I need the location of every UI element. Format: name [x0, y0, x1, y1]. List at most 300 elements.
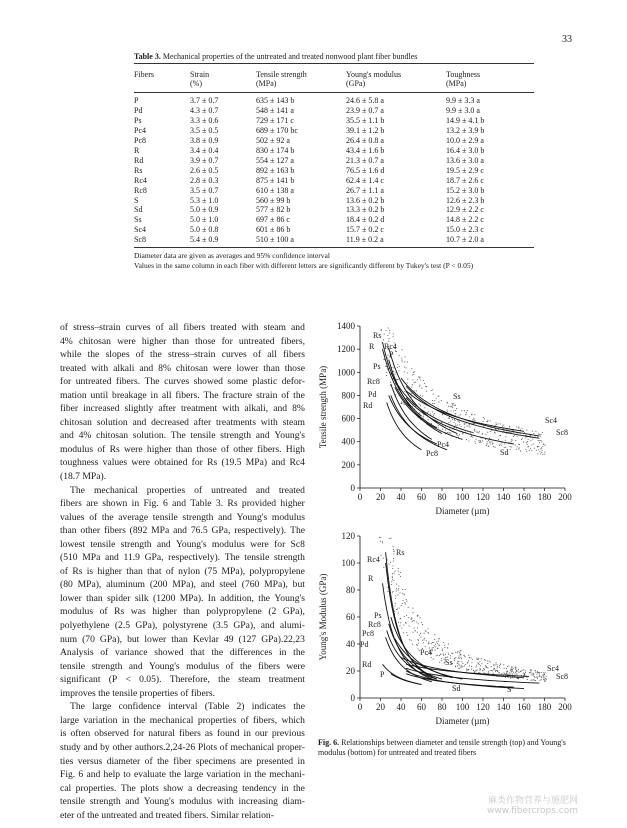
scatter-point	[457, 424, 458, 425]
table-cell: 15.7 ± 0.2 c	[346, 225, 384, 235]
scatter-point	[392, 568, 393, 569]
scatter-point	[400, 572, 401, 573]
scatter-point	[411, 619, 412, 620]
scatter-point	[439, 655, 440, 656]
scatter-point	[454, 427, 455, 428]
scatter-point	[456, 434, 457, 435]
scatter-point	[434, 403, 435, 404]
x-tick-label: 80	[437, 492, 447, 502]
scatter-point	[487, 660, 488, 661]
scatter-point	[428, 419, 429, 420]
scatter-point	[390, 538, 391, 539]
table-caption	[134, 52, 534, 61]
scatter-point	[470, 657, 471, 658]
scatter-point	[419, 385, 420, 386]
table-cell: 3.4 ± 0.4	[190, 145, 219, 155]
scatter-point	[394, 573, 395, 574]
scatter-point	[535, 431, 536, 432]
scatter-point	[434, 413, 435, 414]
scatter-point	[473, 670, 474, 671]
page-number: 33	[562, 34, 572, 45]
body-line: tensile strength and Young's modulus of the fibers were	[60, 660, 305, 672]
scatter-point	[533, 433, 534, 434]
table-cell: 13.3 ± 0.2 b	[346, 205, 385, 215]
scatter-point	[415, 630, 416, 631]
table-cell: 875 ± 141 b	[256, 175, 295, 185]
scatter-point	[490, 431, 491, 432]
scatter-point	[402, 600, 403, 601]
scatter-point	[522, 438, 523, 439]
scatter-point	[538, 433, 539, 434]
scatter-point	[461, 410, 462, 411]
table-cell: 5.3 ± 1.0	[190, 195, 219, 205]
scatter-point	[418, 404, 419, 405]
table-cell: 5.0 ± 1.0	[190, 215, 219, 225]
scatter-point	[468, 425, 469, 426]
scatter-point	[436, 641, 437, 642]
body-line: for untreated fibers. The curves showed some plastic defor-	[60, 376, 305, 388]
scatter-point	[486, 421, 487, 422]
scatter-point	[488, 671, 489, 672]
scatter-point	[468, 655, 469, 656]
table-cell: 9.9 ± 3.0 a	[446, 105, 480, 115]
curve-label: Rc4	[367, 555, 380, 564]
scatter-point	[423, 416, 424, 417]
scatter-point	[515, 440, 516, 441]
table-cell: 577 ± 82 b	[256, 205, 291, 215]
scatter-point	[459, 434, 460, 435]
scatter-point	[537, 671, 538, 672]
scatter-point	[519, 447, 520, 448]
scatter-point	[455, 666, 456, 667]
scatter-point	[395, 603, 396, 604]
scatter-point	[521, 439, 522, 440]
table-header-modulus: Young's modulus (GPa)	[346, 70, 402, 88]
scatter-point	[432, 403, 433, 404]
table-cell: 892 ± 163 b	[256, 165, 295, 175]
scatter-point	[517, 678, 518, 679]
scatter-point	[450, 655, 451, 656]
curve-label: Rs	[373, 331, 382, 340]
scatter-point	[426, 640, 427, 641]
scatter-point	[392, 576, 393, 577]
table-cell: 26.4 ± 0.8 a	[346, 135, 384, 145]
scatter-point	[426, 391, 427, 392]
scatter-point	[498, 672, 499, 673]
scatter-point	[397, 595, 398, 596]
scatter-point	[511, 666, 512, 667]
table-cell: Sc4	[134, 225, 146, 235]
scatter-point	[443, 655, 444, 656]
scatter-point	[407, 379, 408, 380]
scatter-point	[495, 422, 496, 423]
scatter-point	[516, 674, 517, 675]
scatter-point	[452, 407, 453, 408]
scatter-point	[413, 374, 414, 375]
scatter-point	[418, 643, 419, 644]
table-col-tensile	[256, 96, 298, 245]
scatter-point	[510, 673, 511, 674]
scatter-point	[438, 425, 439, 426]
body-line: chitosan solution and decreased after treatments with steam	[60, 416, 305, 428]
scatter-point	[497, 666, 498, 667]
scatter-point	[465, 414, 466, 415]
table-cell: Pd	[134, 105, 143, 115]
scatter-point	[428, 633, 429, 634]
scatter-point	[388, 564, 389, 565]
scatter-point	[437, 643, 438, 644]
curve-label: Pc8	[426, 449, 438, 458]
scatter-point	[381, 555, 382, 556]
x-tick-label: 160	[517, 492, 531, 502]
table-cell: 3.3 ± 0.6	[190, 115, 219, 125]
scatter-point	[390, 382, 391, 383]
scatter-point	[496, 667, 497, 668]
table-cell: 15.2 ± 3.0 b	[446, 185, 485, 195]
scatter-point	[457, 651, 458, 652]
scatter-point	[448, 406, 449, 407]
scatter-point	[412, 374, 413, 375]
scatter-point	[530, 440, 531, 441]
scatter-point	[469, 665, 470, 666]
scatter-point	[529, 672, 530, 673]
scatter-point	[432, 642, 433, 643]
scatter-point	[459, 422, 460, 423]
scatter-point	[412, 644, 413, 645]
scatter-point	[467, 663, 468, 664]
scatter-point	[496, 662, 497, 663]
scatter-point	[540, 453, 541, 454]
scatter-point	[498, 439, 499, 440]
scatter-point	[452, 405, 453, 406]
scatter-point	[526, 677, 527, 678]
scatter-point	[422, 396, 423, 397]
scatter-point	[438, 638, 439, 639]
scatter-point	[487, 432, 488, 433]
table-cell: 5.0 ± 0.9	[190, 205, 219, 215]
scatter-point	[530, 448, 531, 449]
scatter-point	[541, 672, 542, 673]
scatter-point	[482, 421, 483, 422]
scatter-point	[419, 617, 420, 618]
scatter-point	[520, 671, 521, 672]
scatter-point	[393, 549, 394, 550]
scatter-point	[451, 653, 452, 654]
scatter-point	[448, 422, 449, 423]
table-cell: 13.6 ± 3.0 a	[446, 155, 484, 165]
scatter-point	[418, 640, 419, 641]
scatter-point	[418, 376, 419, 377]
scatter-point	[465, 656, 466, 657]
scatter-point	[532, 431, 533, 432]
table-cell: 697 ± 86 c	[256, 215, 290, 225]
curve-label: Pc4	[420, 648, 432, 657]
body-line: modulus of Rs were higher than those of other fibers. High	[60, 443, 305, 455]
scatter-point	[528, 439, 529, 440]
scatter-point	[479, 668, 480, 669]
scatter-point	[476, 666, 477, 667]
scatter-point	[489, 661, 490, 662]
scatter-point	[537, 436, 538, 437]
scatter-point	[450, 421, 451, 422]
scatter-point	[460, 414, 461, 415]
scatter-point	[542, 454, 543, 455]
table-cell: 26.7 ± 1.1 a	[346, 185, 384, 195]
scatter-point	[485, 665, 486, 666]
scatter-point	[392, 591, 393, 592]
scatter-point	[500, 435, 501, 436]
scatter-point	[464, 655, 465, 656]
curve-label: Pd	[368, 390, 377, 399]
table-cell: Rs	[134, 165, 143, 175]
scatter-point	[473, 419, 474, 420]
scatter-point	[438, 641, 439, 642]
scatter-point	[533, 673, 534, 674]
scatter-point	[461, 665, 462, 666]
scatter-point	[418, 623, 419, 624]
y-tick-label: 600	[341, 413, 355, 424]
scatter-point	[479, 664, 480, 665]
scatter-point	[487, 663, 488, 664]
scatter-point	[532, 438, 533, 439]
scatter-point	[414, 390, 415, 391]
curve-label: Pc8	[362, 629, 374, 638]
scatter-point	[399, 355, 400, 356]
scatter-point	[434, 639, 435, 640]
scatter-point	[543, 677, 544, 678]
scatter-point	[441, 400, 442, 401]
scatter-point	[509, 432, 510, 433]
scatter-point	[472, 419, 473, 420]
scatter-point	[414, 382, 415, 383]
scatter-point	[455, 423, 456, 424]
scatter-point	[504, 673, 505, 674]
scatter-point	[459, 665, 460, 666]
scatter-point	[535, 670, 536, 671]
scatter-point	[540, 440, 541, 441]
body-line: while the slopes of the stress–strain curves of all fibers	[60, 349, 305, 361]
table-cell: 560 ± 99 b	[256, 195, 291, 205]
scatter-point	[466, 670, 467, 671]
scatter-point	[406, 601, 407, 602]
y-tick-label: 100	[341, 558, 355, 568]
fit-curve-p	[389, 360, 442, 434]
x-axis-label-tensile: Diameter (µm)	[435, 506, 490, 516]
scatter-point	[530, 669, 531, 670]
x-tick-label: 60	[417, 702, 426, 712]
table-cell: 3.7 ± 0.7	[190, 96, 219, 105]
scatter-point	[461, 658, 462, 659]
scatter-point	[495, 664, 496, 665]
scatter-point	[416, 622, 417, 623]
scatter-point	[434, 650, 435, 651]
curve-label: Ps	[373, 362, 381, 371]
x-tick-label: 100	[455, 492, 470, 502]
scatter-point	[400, 576, 401, 577]
scatter-point	[476, 439, 477, 440]
table-caption-label: Table 3.	[134, 52, 161, 61]
scatter-point	[484, 673, 485, 674]
scatter-point	[526, 442, 527, 443]
body-line: of stress–strain curves of all fibers treated with steam and	[60, 322, 305, 333]
scatter-point	[423, 639, 424, 640]
scatter-point	[402, 361, 403, 362]
scatter-point	[504, 668, 505, 669]
scatter-point	[545, 672, 546, 673]
scatter-point	[542, 446, 543, 447]
scatter-point	[480, 665, 481, 666]
table-cell: 548 ± 141 a	[256, 105, 294, 115]
scatter-point	[396, 379, 397, 380]
scatter-point	[499, 444, 500, 445]
y-tick-label: 40	[346, 639, 355, 649]
curve-label: Rs	[396, 548, 405, 557]
scatter-point	[388, 328, 389, 329]
scatter-point	[412, 612, 413, 613]
scatter-point	[404, 366, 405, 367]
y-tick-label: 200	[341, 459, 355, 470]
scatter-point	[417, 627, 418, 628]
scatter-point	[416, 644, 417, 645]
body-line: lowest tensile strength and Young's modulus were for Sc8	[60, 538, 305, 550]
table-cell: 11.9 ± 0.2 a	[346, 235, 384, 245]
scatter-point	[423, 414, 424, 415]
scatter-point	[527, 679, 528, 680]
curve-label: P	[389, 350, 394, 359]
scatter-point	[486, 445, 487, 446]
scatter-point	[391, 581, 392, 582]
scatter-point	[496, 664, 497, 665]
scatter-point	[454, 658, 455, 659]
scatter-point	[395, 598, 396, 599]
scatter-point	[495, 447, 496, 448]
scatter-point	[442, 414, 443, 415]
scatter-point	[442, 650, 443, 651]
scatter-point	[466, 412, 467, 413]
scatter-point	[532, 674, 533, 675]
scatter-point	[401, 357, 402, 358]
table-cell: 601 ± 86 b	[256, 225, 291, 235]
table-cell: Rc4	[134, 175, 147, 185]
scatter-point	[424, 383, 425, 384]
scatter-point	[432, 400, 433, 401]
scatter-point	[500, 423, 501, 424]
scatter-point	[396, 584, 397, 585]
scatter-point	[400, 618, 401, 619]
scatter-point	[444, 645, 445, 646]
curve-label: Rc8	[368, 620, 381, 629]
scatter-point	[540, 680, 541, 681]
scatter-point	[395, 595, 396, 596]
scatter-point	[441, 658, 442, 659]
scatter-point	[448, 418, 449, 419]
curve-label: Sd	[500, 448, 509, 457]
scatter-point	[474, 429, 475, 430]
scatter-point	[399, 592, 400, 593]
watermark-line-2: www.fibercrops.com	[487, 806, 578, 816]
scatter-point	[428, 641, 429, 642]
scatter-point	[420, 405, 421, 406]
table-cell: 510 ± 100 a	[256, 235, 294, 245]
scatter-point	[541, 679, 542, 680]
scatter-point	[540, 434, 541, 435]
body-line: num (70 GPa), but lower than Kevlar 49 (127 GPa).22,23	[60, 633, 305, 645]
x-tick-label: 0	[357, 702, 363, 712]
scatter-point	[396, 609, 397, 610]
scatter-point	[426, 386, 427, 387]
scatter-point	[479, 442, 480, 443]
scatter-point	[536, 450, 537, 451]
scatter-point	[511, 446, 512, 447]
scatter-point	[411, 640, 412, 641]
scatter-point	[414, 628, 415, 629]
scatter-point	[495, 425, 496, 426]
scatter-point	[398, 370, 399, 371]
scatter-point	[453, 411, 454, 412]
scatter-point	[392, 577, 393, 578]
scatter-point	[514, 435, 515, 436]
curve-label: Sd	[452, 684, 461, 693]
scatter-point	[518, 449, 519, 450]
scatter-point	[538, 449, 539, 450]
body-line: toughness values were obtained for Rs (19.5 MPa) and Rc4	[60, 457, 305, 469]
scatter-point	[411, 393, 412, 394]
scatter-point	[539, 451, 540, 452]
scatter-point	[458, 655, 459, 656]
figure-caption	[318, 738, 590, 758]
scatter-point	[503, 430, 504, 431]
scatter-point	[427, 628, 428, 629]
scatter-point	[398, 585, 399, 586]
scatter-point	[452, 653, 453, 654]
scatter-point	[459, 424, 460, 425]
table-cell: 502 ± 92 a	[256, 135, 290, 145]
x-axis-label-modulus: Diameter (µm)	[435, 716, 490, 726]
body-line: ties versus diameter of the fiber specimens are presented in	[60, 755, 305, 767]
scatter-point	[423, 417, 424, 418]
scatter-point	[525, 449, 526, 450]
scatter-point	[406, 599, 407, 600]
scatter-point	[488, 446, 489, 447]
scatter-point	[539, 673, 540, 674]
scatter-point	[474, 414, 475, 415]
body-line: Fig. 6 and help to evaluate the large variation in the mechani-	[60, 769, 305, 781]
x-tick-label: 140	[496, 702, 511, 712]
scatter-point	[390, 562, 391, 563]
table-cell: Ps	[134, 115, 142, 125]
fit-curve-rd	[383, 664, 422, 684]
scatter-point	[443, 653, 444, 654]
scatter-point	[434, 645, 435, 646]
scatter-point	[515, 672, 516, 673]
scatter-point	[446, 410, 447, 411]
scatter-point	[421, 622, 422, 623]
scatter-point	[403, 624, 404, 625]
scatter-point	[452, 403, 453, 404]
scatter-point	[420, 637, 421, 638]
scatter-point	[412, 632, 413, 633]
scatter-point	[525, 437, 526, 438]
scatter-point	[417, 615, 418, 616]
scatter-point	[401, 403, 402, 404]
scatter-point	[464, 427, 465, 428]
table-cell: Rc8	[134, 185, 147, 195]
x-tick-label: 180	[537, 702, 552, 712]
scatter-point	[500, 664, 501, 665]
watermark	[487, 796, 578, 816]
scatter-point	[537, 678, 538, 679]
scatter-point	[380, 541, 381, 542]
